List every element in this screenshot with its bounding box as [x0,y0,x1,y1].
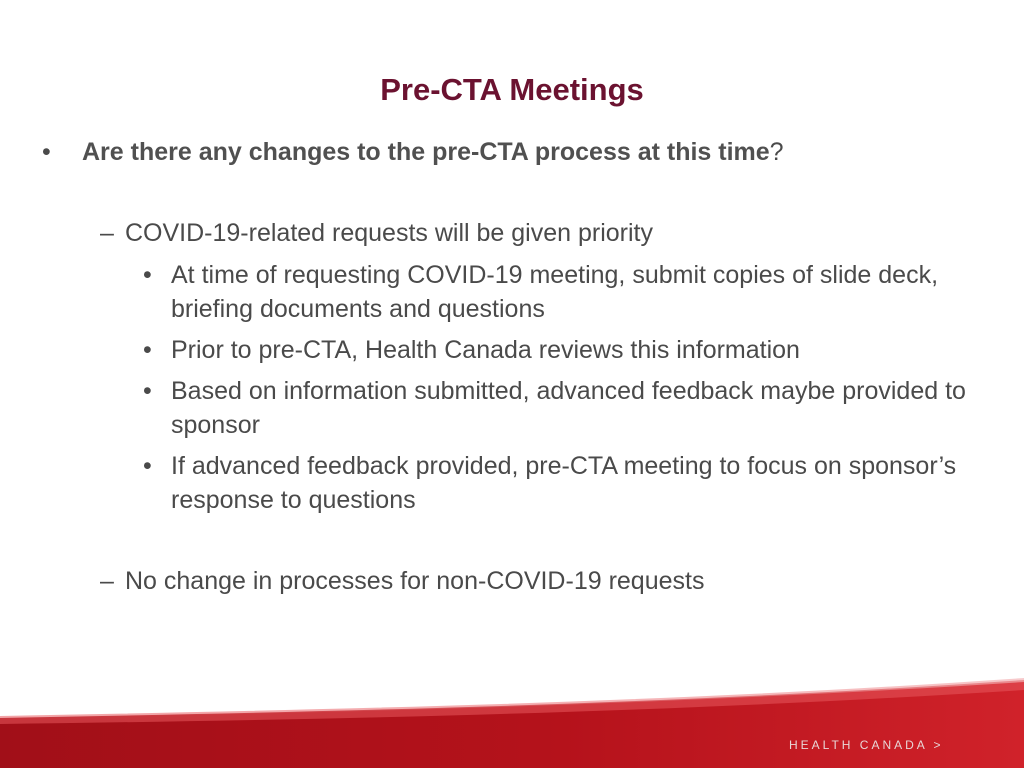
dash-mark: – [100,567,114,595]
dash-mark: – [100,219,114,247]
sub-bullet-text: At time of requesting COVID-19 meeting, submit copies of slide deck, briefing documents and questions [171,261,939,323]
health-canada-brand: HEALTH CANADA > [789,738,944,752]
slide-title: Pre-CTA Meetings [380,72,644,107]
question-bold-text: Are there any changes to the pre-CTA process at this time [82,138,770,166]
sub-bullet-mark: • [143,261,152,289]
sub-bullet-text: If advanced feedback provided, pre-CTA meeting to focus on sponsor’s response to questions [171,452,957,514]
dash-text: No change in processes for non-COVID-19 requests [125,567,705,595]
sub-bullet-text: Prior to pre-CTA, Health Canada reviews this information [171,336,800,364]
dash-text: COVID-19-related requests will be given priority [125,219,653,247]
sub-bullet-mark: • [143,377,152,405]
question-mark: ? [769,138,784,166]
sub-bullet-mark: • [143,336,152,364]
sub-bullet-text: Based on information submitted, advanced feedback maybe provided to sponsor [171,377,966,439]
bullet-mark: • [42,138,51,166]
sub-bullet-mark: • [143,452,152,480]
